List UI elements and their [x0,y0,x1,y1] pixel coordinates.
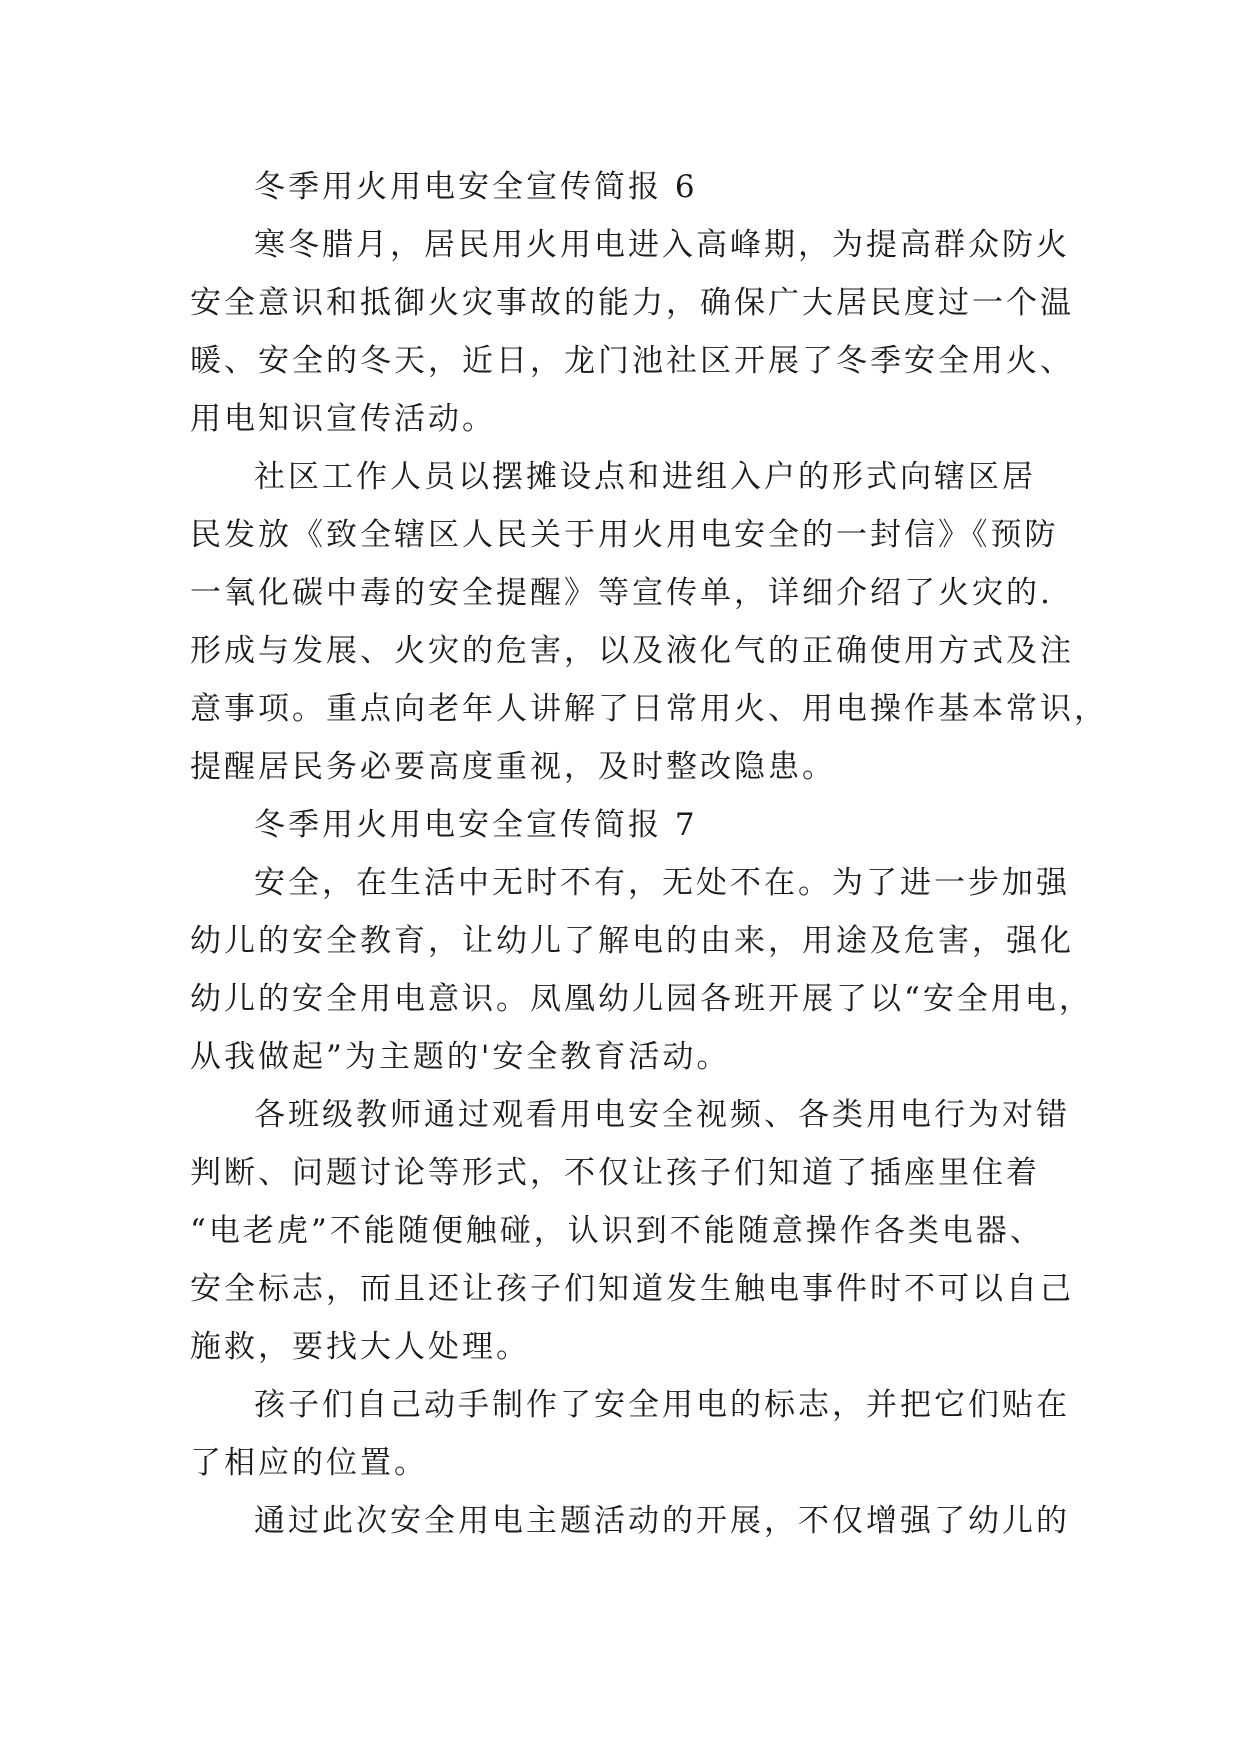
section-heading-7: 冬季用火用电安全宣传简报 7 [254,807,698,843]
paragraph-line: 各班级教师通过观看用电安全视频、各类用电行为对错 [254,1097,1070,1133]
section-heading-6: 冬季用火用电安全宣传简报 6 [254,169,698,205]
paragraph-line: 暖、安全的冬天，近日，龙门池社区开展了冬季安全用火、 [190,343,1074,379]
paragraph-line: 幼儿的安全用电意识。凤凰幼儿园各班开展了以“安全用电， [190,981,1093,1017]
paragraph-line: 幼儿的安全教育，让幼儿了解电的由来，用途及危害，强化 [190,923,1074,959]
paragraph-line: 判断、问题讨论等形式，不仅让孩子们知道了插座里住着 [190,1155,1040,1191]
paragraph-line: 形成与发展、火灾的危害，以及液化气的正确使用方式及注 [190,633,1074,669]
paragraph-line: “电老虎”不能随便触碰，认识到不能随意操作各类电器、 [190,1213,1044,1249]
paragraph-line: 通过此次安全用电主题活动的开展，不仅增强了幼儿的 [254,1503,1070,1539]
paragraph-line: 从我做起”为主题的'安全教育活动。 [190,1039,731,1075]
paragraph-line: 社区工作人员以摆摊设点和进组入户的形式向辖区居 [254,459,1036,495]
paragraph-line: 安全，在生活中无时不有，无处不在。为了进一步加强 [254,865,1070,901]
paragraph-line: 提醒居民务必要高度重视，及时整改隐患。 [190,749,836,785]
paragraph-line: 用电知识宣传活动。 [190,401,496,437]
paragraph-line: 意事项。重点向老年人讲解了日常用火、用电操作基本常识， [190,691,1108,727]
paragraph-line: 安全意识和抵御火灾事故的能力，确保广大居民度过一个温 [190,285,1074,321]
paragraph-line: 一氧化碳中毒的安全提醒》等宣传单，详细介绍了火灾的. [190,575,1053,611]
paragraph-line: 孩子们自己动手制作了安全用电的标志，并把它们贴在 [254,1387,1070,1423]
paragraph-line: 安全标志，而且还让孩子们知道发生触电事件时不可以自己 [190,1271,1074,1307]
paragraph-line: 了相应的位置。 [190,1445,428,1481]
paragraph-line: 寒冬腊月，居民用火用电进入高峰期，为提高群众防火 [254,227,1070,263]
paragraph-line: 民发放《致全辖区人民关于用火用电安全的一封信》《预防 [190,517,1059,553]
document-body [190,158,1108,1550]
paragraph-line: 施救，要找大人处理。 [190,1329,530,1365]
